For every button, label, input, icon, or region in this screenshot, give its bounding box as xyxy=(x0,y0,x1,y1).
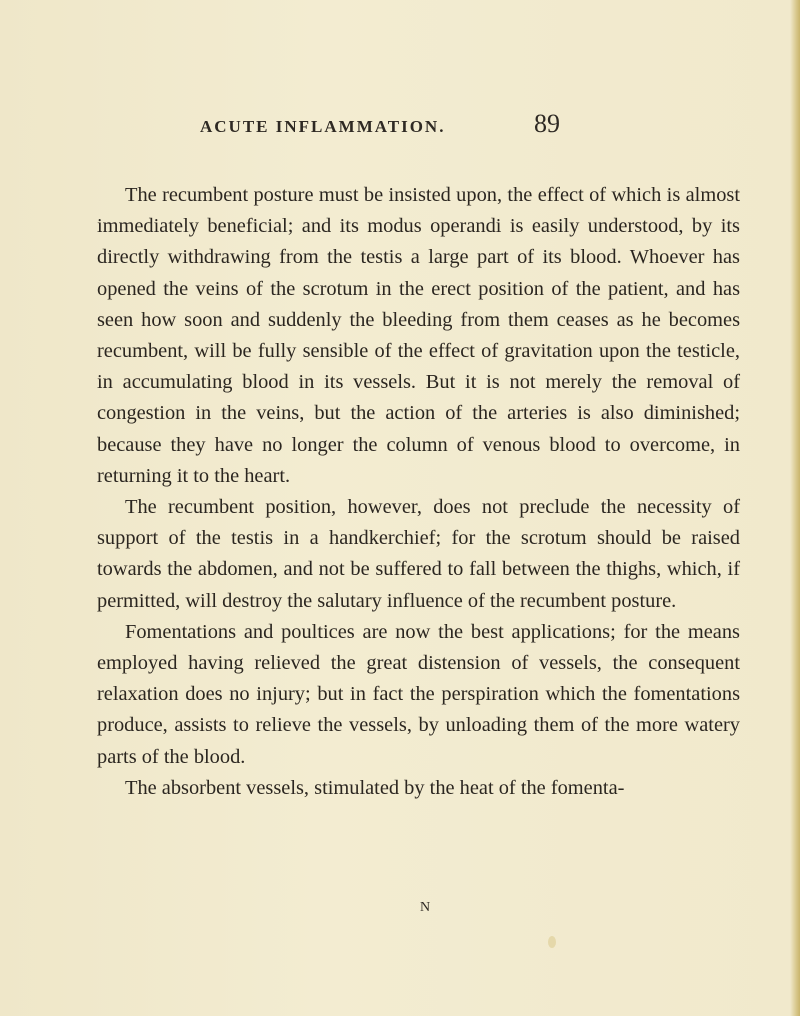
body-text xyxy=(97,180,740,804)
page-number: 89 xyxy=(534,109,560,138)
running-head xyxy=(200,109,600,147)
chapter-title: ACUTE INFLAMMATION. xyxy=(200,117,446,136)
paper-stain xyxy=(548,936,556,948)
signature-mark: N xyxy=(420,900,431,915)
paragraph: The absorbent vessels, stimulated by the heat of the fomenta- xyxy=(125,776,625,799)
paragraph: Fomentations and poultices are now the best applications; for the means employed having relieved the great distension of vessels, the consequent relaxation does no injury; but in fact the perspiration which the fomentations produce, assists to relieve the vessels, by unloading them of the more watery parts of the blood. xyxy=(97,620,740,768)
paragraph: The recumbent posture must be insisted upon, the effect of which is almost immediately beneficial; and its modus operandi is easily understood, by its directly withdrawing from the testis a large part of its blood. Whoever has opened the veins of the scrotum in the erect position of the patient, and has seen how soon and suddenly the bleeding from them ceases as he becomes recumbent, will be fully sensible of the effect of gravitation upon the testicle, in accumulating blood in its vessels. But it is not merely the removal of congestion in the veins, but the action of the arteries is also diminished; because they have no longer the column of venous blood to overcome, in returning it to the heart. xyxy=(97,184,740,487)
page-edge xyxy=(790,0,800,1016)
paragraph: The recumbent position, however, does not preclude the necessity of support of the testis in a handkerchief; for the scrotum should be raised towards the abdomen, and not be suffered to fall between the thighs, which, if permitted, will destroy the salutary influence of the recumbent posture. xyxy=(97,496,740,612)
